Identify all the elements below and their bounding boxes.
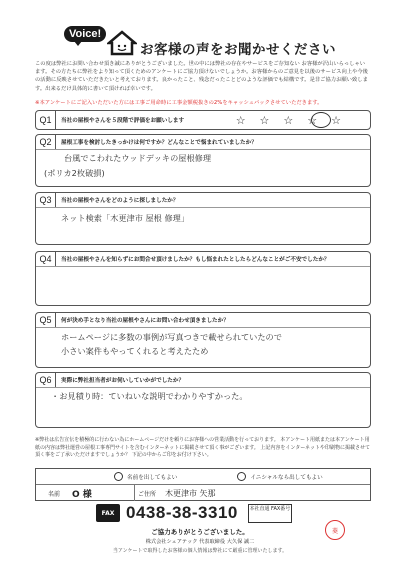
privacy-text: 当アンケートで取得したお客様の個人情報は弊社にて厳重に管理いたします。 (112, 548, 288, 554)
address-label: ご住所 (134, 485, 159, 501)
question-number: Q4 (36, 252, 56, 266)
question-number: Q5 (36, 313, 56, 327)
consent-text: ※弊社は広告宣伝を積極的に行わない為にホームページだけを頼りにお客様への営業活動を行っております。 本アンケート用紙または本アンケート用紙の内容は弊社運営の屋根工事専門サイトを含むインターネットに掲載させて頂く事がございます。 上記内容をインターネットや印刷物に掲載させて頂く事をご了承いただけますでしょうか？ 下記の中からご印をお付け下さい。 (35, 437, 370, 458)
name-address-row (36, 485, 370, 501)
fax-block (96, 503, 292, 523)
answer-line-1: ネット検索「木更津市 屋根 修理」 (61, 213, 190, 223)
house-icon (107, 30, 137, 56)
initial-ok-checkbox[interactable] (237, 472, 246, 481)
question-number: Q3 (36, 193, 56, 207)
question-1 (35, 110, 371, 130)
cashback-notice: ※本アンケートにご記入いただいた方には工事ご用命時に工事金額税抜きの2%をキャッシュバックさせていただきます。 (35, 100, 323, 106)
voice-tag: Voice! (64, 26, 106, 42)
question-2 (35, 134, 371, 187)
question-number: Q6 (36, 373, 56, 387)
question-number: Q1 (36, 111, 56, 129)
question-4 (35, 251, 371, 306)
fax-number: 0438-38-3310 (126, 503, 238, 522)
question-6 (35, 372, 371, 428)
question-text: 当社の屋根やさんを５段階で評価をお願いします (61, 118, 185, 124)
answer-line-2: 小さい案件もやってくれると考えたため (61, 346, 209, 356)
question-3 (35, 192, 371, 245)
question-5 (35, 312, 371, 368)
initial-ok-label: イニシャルなら出してもよい (250, 474, 323, 481)
answer-line-1: ホームページに多数の事例が写真つきで載せられていたので (61, 332, 282, 342)
rating-selection-circle (311, 112, 331, 128)
answer-line-2: (ポリカ2枚破損) (44, 168, 105, 178)
question-text: 何が決め手となり当社の屋根やさんにお問い合わせ頂きましたか？ (61, 318, 229, 324)
thanks-text: ご協力ありがとうございました。 (151, 528, 249, 536)
name-value: O 様 (72, 489, 92, 500)
question-text: 屋根工事を検討したきっかけは何ですか？どんなことで悩まれていましたか？ (61, 140, 257, 146)
address-value: 木更津市 矢那 (165, 488, 216, 498)
company-seal: 菱 (325, 520, 345, 540)
page-title: お客様の声をお聞かせください (140, 42, 336, 58)
company-text: 株式会社シェアテック 代表取締役 大久保 誠二 (145, 539, 255, 545)
fax-icon: FAX (96, 504, 120, 522)
consent-form (35, 468, 371, 501)
question-text: 当社の屋根やさんを知らずにお問合せ頂けましたか？もし悩まれたとしたらどんなことがご不安でしたか？ (61, 257, 330, 263)
name-ok-label: 名前を出してもよい (127, 474, 178, 481)
answer-line-1: 台風でこわれたウッドデッキの屋根修理 (64, 153, 212, 163)
answer-line-1: ・お見積り時：ていねいな説明でわかりやすかった。 (51, 391, 248, 401)
question-text: 実際に弊社担当者がお伺いしていかがでしたか？ (61, 378, 185, 384)
intro-text: この度は弊社にお問い合わせ頂き誠にありがとうございました。世の中には弊社の存在やサービスをご存知ない お客様が沢山いらっしゃいます。その方たちに弊社をより知って頂くためのアンケートにご協力頂けないでしょうか。お客様からのご意見を以後のサービス向上や今後の活動に反映させていただきたいと考えております。良かったこと、残念だったことどのような評価でも結構です。是非ご協力お願い致します。出来るだけ具体的に書いて頂ければ幸いです。 (35, 61, 368, 92)
name-ok-checkbox[interactable] (114, 472, 123, 481)
question-number: Q2 (36, 135, 56, 149)
rating-stars[interactable]: ☆☆☆☆☆ (235, 114, 355, 127)
fax-badge: 本社直通 FAX番号 (248, 504, 292, 523)
consent-options-row (36, 469, 370, 485)
question-text: 当社の屋根やさんをどのように探しましたか？ (61, 198, 179, 204)
name-label: 名前 (47, 490, 60, 498)
